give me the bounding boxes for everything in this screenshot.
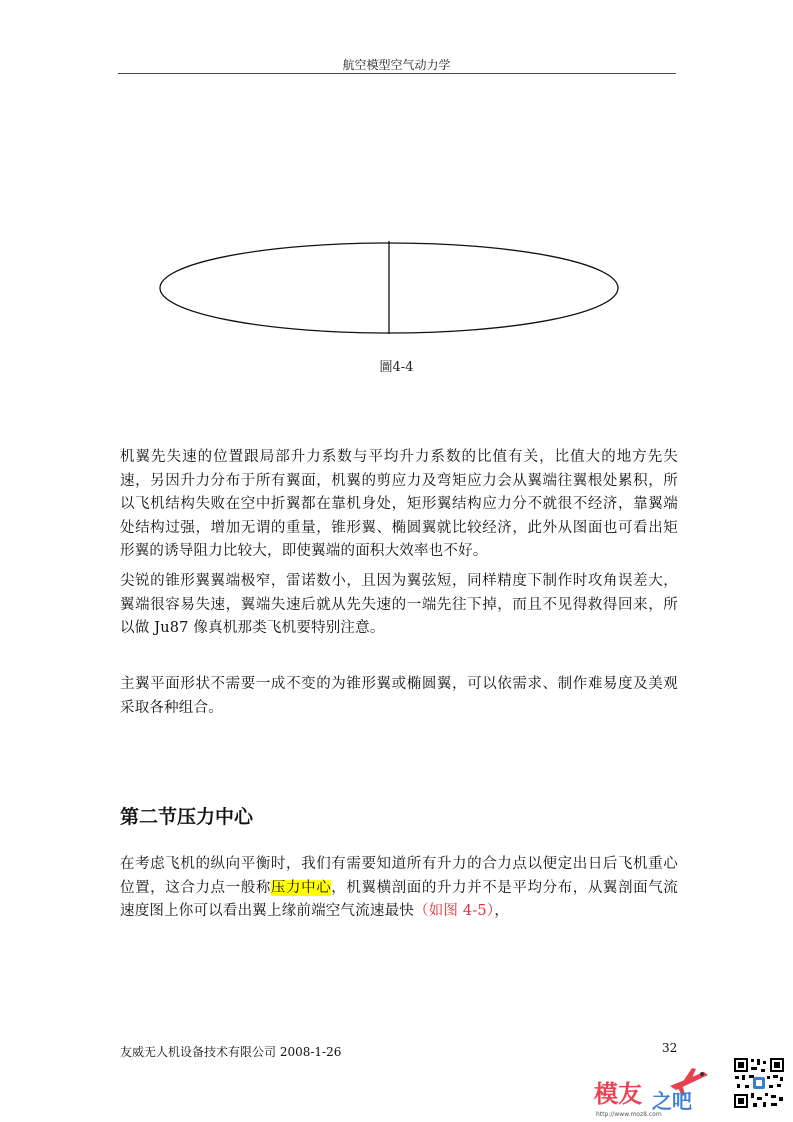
paragraph-text: ，: [494, 903, 510, 919]
logo-text-suffix: 之吧: [652, 1089, 692, 1113]
logo-text: 模友: [594, 1080, 642, 1108]
qr-code: [733, 1057, 785, 1109]
figure-reference: （如图 4-5）: [414, 903, 495, 919]
highlighted-term: 压力中心: [270, 879, 332, 896]
paragraph-planform-combination: 主翼平面形状不需要一成不变的为锥形翼或椭圆翼，可以依需求、制作难易度及美观采取各种组合。: [120, 676, 678, 716]
wing-ellipse-figure: [158, 238, 620, 338]
header-rule: [118, 73, 676, 74]
paragraph-text: ，机翼横剖面的升力并不是平均分布，从翼剖面气流速度图上你可以看出翼上缘前端空气流速最快: [120, 879, 678, 919]
paragraph-stall-location: 机翼先失速的位置跟局部升力系数与平均升力系数的比值有关，比值大的地方先失速，另因升力分布于所有翼面，机翼的剪应力及弯矩应力会从翼端往翼根处累积，所以飞机结构失败在空中折翼都在靠机身处，矩形翼结构应力分不就很不经济，靠翼端处结构过强，增加无谓的重量，锥形翼、椭圆翼就比较经济，此外从图面也可看出矩形翼的诱导阻力比较大，即使翼端的面积大效率也不好。: [120, 449, 678, 559]
logo-url: http://www.moz8.com: [596, 1111, 662, 1118]
page-number: 32: [662, 1041, 678, 1055]
paragraph-center-of-pressure: [120, 853, 678, 924]
figure-caption: 圖4-4: [379, 360, 414, 375]
page-header: 航空模型空气动力学: [342, 58, 451, 72]
paragraph-text: 在考虑飞机的纵向平衡时，我们有需要知道所有升力的合力点以便定出日后飞机重心位置，这合力点一般称: [120, 856, 678, 896]
section-title: 第二节压力中心: [120, 806, 254, 828]
footer-company: 友威无人机设备技术有限公司 2008-1-26: [120, 1045, 342, 1059]
paragraph-tapered-wing: 尖锐的锥形翼翼端极窄，雷诺数小，且因为翼弦短，同样精度下制作时攻角误差大，翼端很容易失速，翼端失速后就从先失速的一端先往下掉，而且不见得救得回来，所以做 Ju87 像真机那类飞机要特别注意。: [120, 573, 678, 636]
moz8-logo: [592, 1060, 712, 1118]
